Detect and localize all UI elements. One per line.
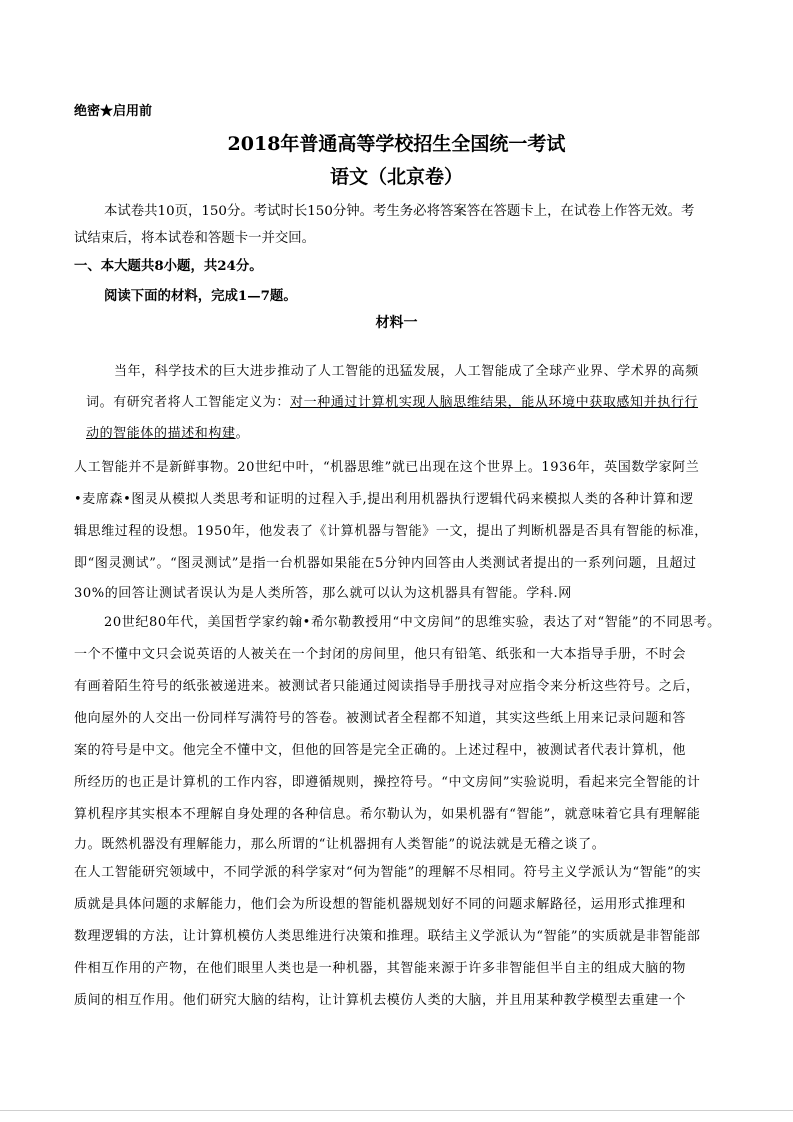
paragraph-3-line-3: 有画着陌生符号的纸张被递进来。被测试者只能通过阅读指导手册找寻对应指令来分析这些符号。之后， — [74, 679, 700, 694]
page-bottom-divider — [0, 1110, 793, 1111]
paragraph-2-line-3: 辑思维过程的设想。1950年，他发表了《计算机器与智能》一文，提出了判断机器是否具有智能的标准， — [74, 524, 708, 539]
paragraph-3-line-1: 20世纪80年代，美国哲学家约翰•希尔勒教授用“中文房间”的思维实验，表达了对“智能”的不同思考。 — [104, 615, 721, 630]
paragraph-3-line-2: 一个不懂中文只会说英语的人被关在一个封闭的房间里，他只有铅笔、纸张和一大本指导手册，不时会 — [74, 647, 687, 662]
intro-line-2: 试结束后，将本试卷和答题卡一并交回。 — [74, 231, 316, 246]
paragraph-3-line-7: 算机程序其实根本不理解自身处理的各种信息。希尔勒认为，如果机器有“智能”，就意味着它具有理解能 — [74, 807, 701, 822]
paragraph-3-line-8: 力。既然机器没有理解能力，那么所谓的“让机器拥有人类智能”的说法就是无稽之谈了。 — [74, 837, 606, 852]
paragraph-2-line-5: 30%的回答让测试者误认为是人类所答，那么就可以认为这机器具有智能。学科.网 — [74, 586, 572, 601]
intro-line-1: 本试卷共10页，150分。考试时长150分钟。考生务必将答案答在答题卡上，在试卷上作答无效。考 — [104, 204, 695, 219]
ai-definition-underlined: 对一种通过计算机实现人脑思维结果，能从环境中获取感知并执行行 — [290, 395, 699, 410]
paragraph-4-line-5: 质间的相互作用。他们研究大脑的结构，让计算机去模仿人类的大脑，并且用某种教学模型去重建一个 — [74, 993, 687, 1008]
paragraph-3-line-4: 他向屋外的人交出一份同样写满符号的答卷。被测试者全程都不知道，其实这些纸上用来记录问题和答 — [74, 711, 687, 726]
paragraph-1-line-2 — [86, 391, 698, 410]
paragraph-1-line-2-text: 词。有研究者将人工智能定义为： — [86, 395, 291, 410]
paragraph-1-line-3 — [86, 422, 249, 441]
secret-label: 绝密★启用前 — [74, 104, 153, 119]
paragraph-4-line-1: 在人工智能研究领域中，不同学派的科学家对“何为智能”的理解不尽相同。符号主义学派认为“智能”的实 — [74, 865, 702, 880]
paragraph-3-line-5: 案的符号是中文。他完全不懂中文，但他的回答是完全正确的。上述过程中，被测试者代表计算机，他 — [74, 743, 687, 758]
paragraph-1-line-3-end: 。 — [235, 426, 250, 441]
paragraph-2-line-4: 即“图灵测试”。“图灵测试”是指一台机器如果能在5分钟内回答由人类测试者提出的一系列问题，且超过 — [74, 556, 697, 571]
material-title: 材料一 — [375, 315, 418, 331]
paragraph-4-line-4: 件相互作用的产物，在他们眼里人类也是一种机器，其智能来源于许多非智能但半自主的组成大脑的物 — [74, 961, 687, 976]
paragraph-3-line-6: 所经历的也正是计算机的工作内容，即遵循规则，操控符号。“中文房间”实验说明，看起来完全智能的计 — [74, 775, 701, 790]
reading-instruction: 阅读下面的材料，完成1—7题。 — [104, 288, 297, 304]
paragraph-4-line-2: 质就是具体问题的求解能力，他们会为所设想的智能机器规划好不同的问题求解路径，运用形式推理和 — [74, 897, 687, 912]
ai-definition-underlined-end: 动的智能体的描述和构建 — [86, 426, 236, 441]
exam-subtitle: 语文（北京卷） — [329, 166, 463, 188]
paragraph-1-line-1: 当年，科学技术的巨大进步推动了人工智能的迅猛发展，人工智能成了全球产业界、学术界的高频 — [114, 364, 699, 379]
section-heading: 一、本大题共8小题，共24分。 — [74, 258, 263, 274]
paragraph-2-line-1: 人工智能并不是新鲜事物。20世纪中叶，“机器思维”就已出现在这个世界上。1936年，英国数学家阿兰 — [74, 460, 700, 475]
exam-title: 2018年普通高等学校招生全国统一考试 — [227, 133, 566, 155]
paragraph-2-line-2: •麦席森•图灵从模拟人类思考和证明的过程入手,提出利用机器执行逻辑代码来模拟人类的各种计算和逻 — [74, 492, 694, 507]
paragraph-4-line-3: 数理逻辑的方法，让计算机模仿人类思维进行决策和推理。联结主义学派认为“智能”的实质就是非智能部 — [74, 929, 701, 944]
